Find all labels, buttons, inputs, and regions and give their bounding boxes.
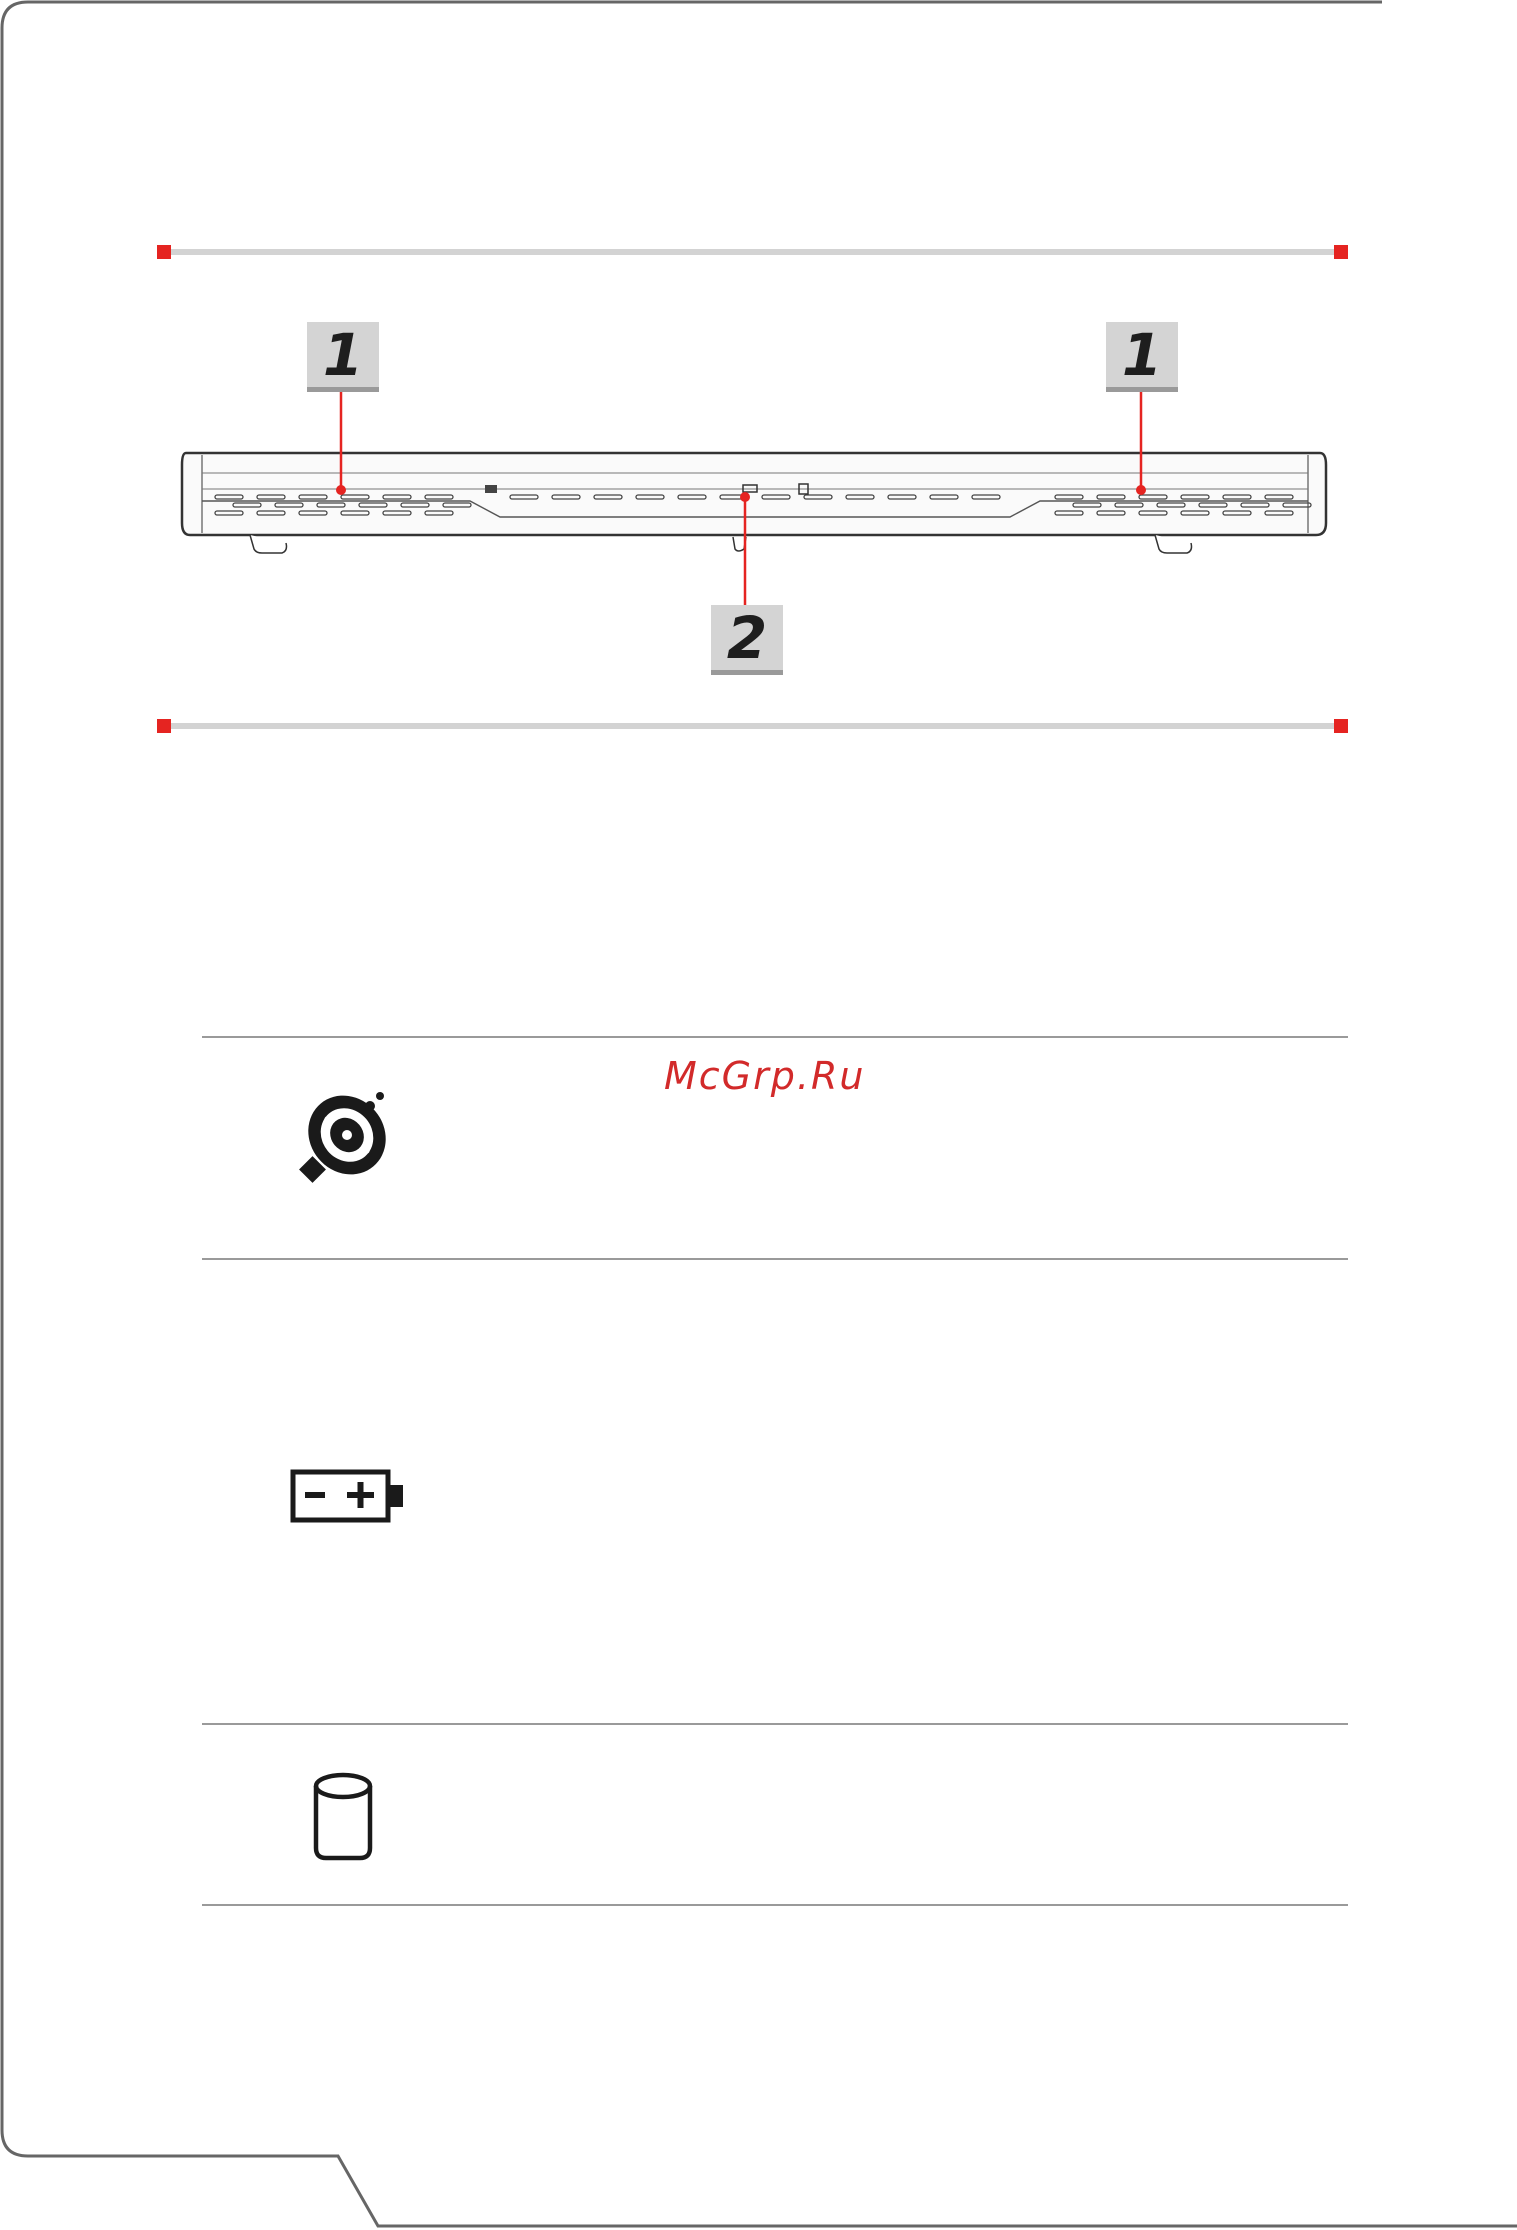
callout-2: 2 xyxy=(711,605,783,675)
watermark: McGrp.Ru xyxy=(664,1054,866,1098)
callout-1-left: 1 xyxy=(307,322,379,392)
wireless-lan-icon xyxy=(295,1088,395,1188)
battery-icon xyxy=(289,1468,407,1526)
callout-1-right: 1 xyxy=(1106,322,1178,392)
storage-drive-icon xyxy=(303,1770,383,1862)
